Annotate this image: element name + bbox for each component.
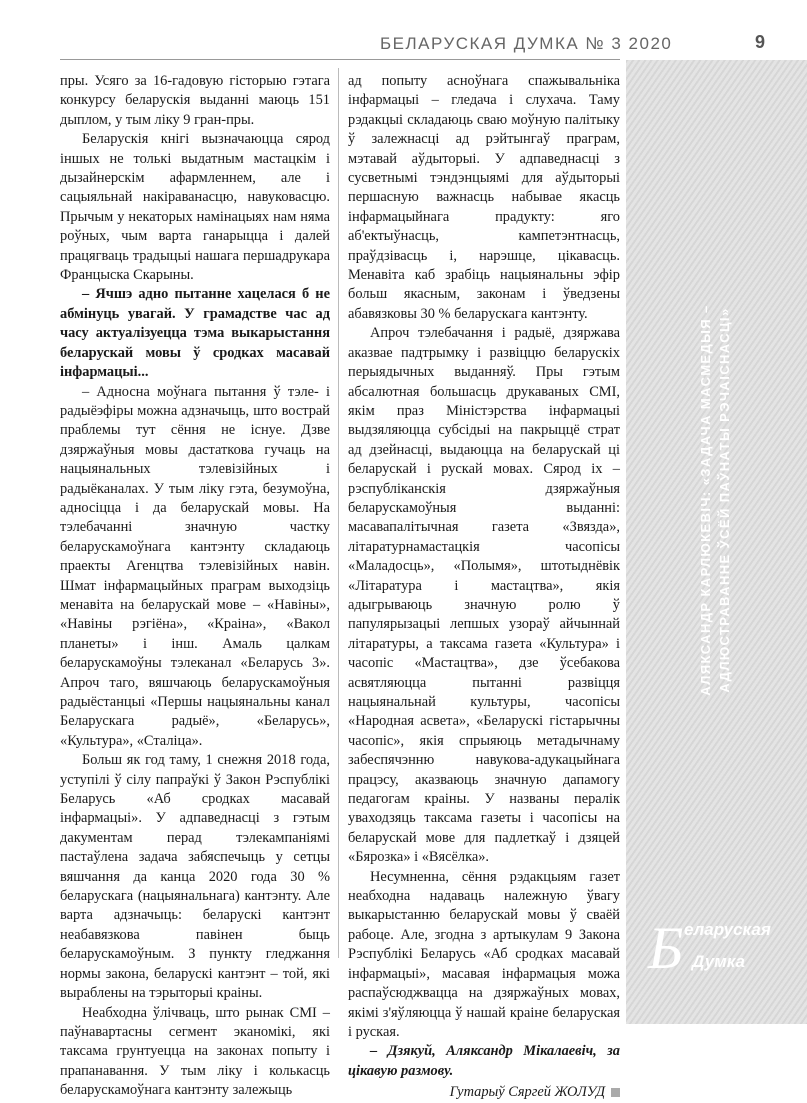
end-mark-icon <box>611 1088 620 1097</box>
column-divider <box>338 68 339 958</box>
logo-word: Думка <box>692 952 746 971</box>
paragraph: Несумненна, сёння рэдакцыям газет неабходна надаваць належную ўвагу выкарыстанню беларускай мовы ў сваёй рабоце. Але, згодна з артыкулам 9 Закона Рэспублікі Беларусь «Аб сродках масавай інфармацыі», масавая інфармацыя можа распаўсюджвацца на дзяржаўных мовах, якімі з'яўляюцца ў нашай краіне беларуская і руская. <box>348 868 620 1040</box>
paragraph: – Адносна моўнага пытання ў тэле- і радыёэфіры можна адзначыць, што вострай праблемы тут сёння не існуе. Дзве дзяржаўныя мовы дастаткова гучаць на нацыянальных тэлевізійных і радыёканалах. У тым ліку гэта, безумоўна, адносіцца і да беларускай мовы. На тэлебачанні значную частку беларускамоўнага кантэнту складаюць праекты Агенцтва тэлевізійных навін. Шмат інфармацыйных праграм выходзіць менавіта на беларускай мове – «Навіны», «Навіны рэгіёна», «Краіна», «Вакол планеты» і інш. Амаль цалкам беларускамоўны тэлеканал «Беларусь 3». Апроч таго, вяшчаюць беларускамоўныя радыёстанцыі «Першы нацыянальны канал Беларускага радыё», «Беларусь», «Культура», «Сталіца». <box>60 383 330 749</box>
sidebar-title-line: АДЛЮСТРАВАННЕ ЎСЁЙ ПАЎНАТЫ РЭЧАІСНАСЦІ» <box>717 307 732 693</box>
sidebar-title-line: АЛЯКСАНДР КАРЛЮКЕВІЧ: «ЗАДАЧА МАСМЕДЫЯ – <box>698 304 713 696</box>
closing-remark: – Дзякуй, Аляксандр Мікалаевіч, за цікавую размову. <box>348 1043 620 1079</box>
page-number: 9 <box>754 32 765 52</box>
interview-question: – Ячшэ адно пытанне хацелася б не абмінуць увагай. У грамадстве час ад часу актуалізуецца тэма выкарыстання беларускай мовы ў сродках масавай інфармацыі... <box>60 286 330 381</box>
text-column-left <box>60 72 330 1101</box>
paragraph: Неабходна ўлічваць, што рынак СМІ – паўнавартасны сегмент эканомікі, які таксама грунтуецца на законах попыту і прапанавання. У тым ліку і колькасць беларускамоўнага кантэнту залежыць <box>60 1004 330 1099</box>
logo-word: еларуская <box>684 920 771 939</box>
header-rule <box>60 59 620 60</box>
paragraph: Больш як год таму, 1 снежня 2018 года, уступілі ў сілу папраўкі ў Закон Рэспублікі Беларусь «Аб сродках масавай інфармацыі». У адпаведнасці з гэтым дакументам перад тэлекампаніямі пастаўлена задача забяспечыць у сетцы вяшчання да канца 2020 года 30 % беларускага (нацыянальнага) кантэнту. Але варта адзначыць: беларускі кантэнт неабавязкова павінен быць беларускамоўным. З пункту гледжання нормы закона, беларускі кантэнт – той, які выраблены на тэрыторыі краіны. <box>60 752 330 1002</box>
sidebar-vertical-title <box>696 304 734 695</box>
paragraph: Беларускія кнігі вызначаюцца сярод іншых не толькі выдатным мастацкім і дызайнерскім афармленнем, але і сацыяльнай накіраванасцю, навуковасцю. Прычым у некаторых намінацыях нам няма роўных, чым варта ганарыцца і далей працягваць традыцыі нашага першадрукара Францыска Скарыны. <box>60 131 330 284</box>
byline <box>348 1083 620 1102</box>
byline-text: Гутарыў Сяргей ЖОЛУД <box>449 1084 605 1101</box>
paragraph: ад попыту асноўнага спажывальніка інфармацыі – гледача і слухача. Таму рэдакцыі складаюць сваю моўную палітыку ў залежнасці ад рэйтынгаў праграм, мэтавай аўдыторыі. У адпаведнасці з сусветнымі тэндэнцыямі для аўдыторыі першасную важнасць набывае якасць інфармацыйнага прадукту: яго аб'ектыўнасць, кампетэнтнасць, праўдзівасць і, нарэшце, цікавасць. Менавіта каб зрабіць нацыянальны эфір больш якасным, законам і ўведзены абавязковы 30 % беларускага кантэнту. <box>348 73 620 322</box>
paragraph: Апроч тэлебачання і радыё, дзяржава аказвае падтрымку і развіццю беларускіх перыядычных выданняў. Пры гэтым абсалютная большасць друкаваных СМІ, якім праз Міністэрства інфармацыі выдзяляюцца субсідыі на пакрыццё страт ад дзейнасці, выдаюцца на беларускай ці беларускай і рускай мовах. Сярод іх – рэспубліканскія дзяржаўныя беларускамоўныя выданні: масавапалітычная газета «Звязда», літаратурнамастацкія часопісы «Маладосць», «Полымя», штотыднёвік «Літаратура і мастацтва», якія адыгрываюць значную ролю ў папулярызацыі лепшых узораў айчыннай літаратуры, а таксама газета «Культура» і часопіс «Мастацтва», дзе ўсебакова асвятляюцца пытанні развіцця нацыянальнай культуры, часопісы «Народная асвета», «Беларускі гістарычны часопіс», якія спрыяюць метадычнаму забеспячэнню навукова-адукацыйнага працэсу, аказваюць значную дапамогу педагогам краіны. У названы пералік уваходзяць таксама газеты і часопісы на беларускай мове для падлеткаў і дзяцей «Бярозка» і «Вясёлка». <box>348 325 620 866</box>
running-header: БЕЛАРУСКАЯ ДУМКА № 3 2020 <box>380 34 673 53</box>
logo-letter: Б <box>648 915 684 981</box>
magazine-logo <box>648 915 771 988</box>
text-column-right <box>348 72 620 1103</box>
paragraph: пры. Усяго за 16-гадовую гісторыю гэтага конкурсу беларускія выданні маюць 151 дыплом, у тым ліку 9 гран-пры. <box>60 73 330 128</box>
